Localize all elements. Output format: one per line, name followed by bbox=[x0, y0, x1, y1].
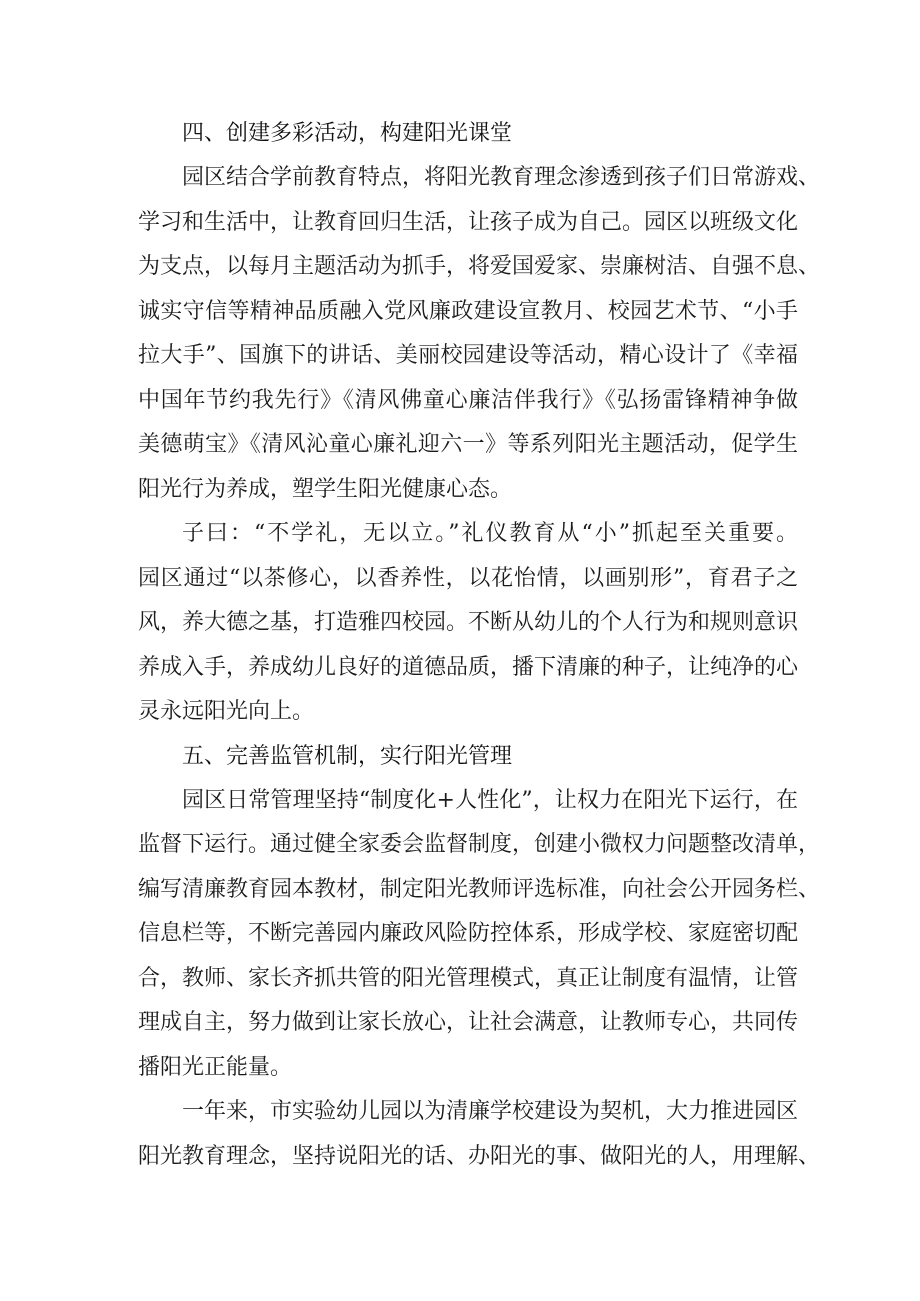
text-line: 养成入手，养成幼儿良好的道德品质，播下清廉的种子，让纯净的心 bbox=[138, 654, 799, 680]
paragraph bbox=[138, 779, 821, 1091]
document-body bbox=[138, 112, 821, 1179]
text-line: 子曰：“不学礼，无以立。”礼仪教育从“小”抓起至关重要。 bbox=[182, 521, 798, 546]
text-line: 监督下运行。通过健全家委会监督制度，创建小微权力问题整改清单， bbox=[138, 832, 821, 857]
paragraph bbox=[138, 156, 821, 512]
text-line: 风，养大德之基，打造雅四校园。不断从幼儿的个人行为和规则意识 bbox=[138, 610, 799, 635]
text-line: 合，教师、家长齐抓共管的阳光管理模式，真正让制度有温情，让管 bbox=[138, 965, 799, 991]
text-line: 灵永远阳光向上。 bbox=[138, 699, 315, 724]
text-line: 阳光教育理念，坚持说阳光的话、办阳光的事、做阳光的人，用理解、 bbox=[138, 1143, 821, 1169]
text-line: 一年来，市实验幼儿园以为清廉学校建设为契机，大力推进园区 bbox=[182, 1099, 799, 1124]
text-line: 播阳光正能量。 bbox=[138, 1054, 293, 1080]
text-line: 园区通过“以茶修心，以香养性，以花怡情，以画别形”，育君子之 bbox=[138, 565, 798, 591]
text-line: 园区结合学前教育特点，将阳光教育理念渗透到孩子们日常游戏、 bbox=[182, 165, 821, 190]
text-line: 中国年节约我先行》《清风佛童心廉洁伴我行》《弘扬雷锋精神争做 bbox=[138, 387, 798, 413]
paragraph bbox=[138, 1090, 821, 1179]
text-line: 理成自主，努力做到让家长放心，让社会满意，让教师专心，共同传 bbox=[138, 1010, 799, 1035]
text-line: 诚实守信等精神品质融入党风廉政建设宣教月、校园艺术节、“小手 bbox=[138, 298, 798, 324]
text-line: 拉大手”、国旗下的讲话、美丽校园建设等活动，精心设计了《幸福 bbox=[138, 343, 798, 368]
section-heading-4: 四、创建多彩活动，构建阳光课堂 bbox=[182, 121, 513, 146]
section-heading-5: 五、完善监管机制，实行阳光管理 bbox=[182, 743, 513, 769]
text-line: 美德萌宝》《清风沁童心廉礼迎六一》等系列阳光主题活动，促学生 bbox=[138, 432, 798, 457]
text-line: 园区日常管理坚持“制度化+人性化”，让权力在阳光下运行，在 bbox=[182, 787, 798, 813]
text-line: 编写清廉教育园本教材，制定阳光教师评选标准，向社会公开园务栏、 bbox=[138, 876, 821, 902]
paragraph bbox=[138, 512, 798, 735]
text-line: 阳光行为养成，塑学生阳光健康心态。 bbox=[138, 476, 513, 502]
text-line: 为支点，以每月主题活动为抓手，将爱国爱家、崇廉树洁、自强不息、 bbox=[138, 254, 821, 279]
text-line: 信息栏等，不断完善园内廉政风险防控体系，形成学校、家庭密切配 bbox=[138, 921, 799, 946]
text-line: 学习和生活中，让教育回归生活，让孩子成为自己。园区以班级文化 bbox=[138, 209, 799, 235]
